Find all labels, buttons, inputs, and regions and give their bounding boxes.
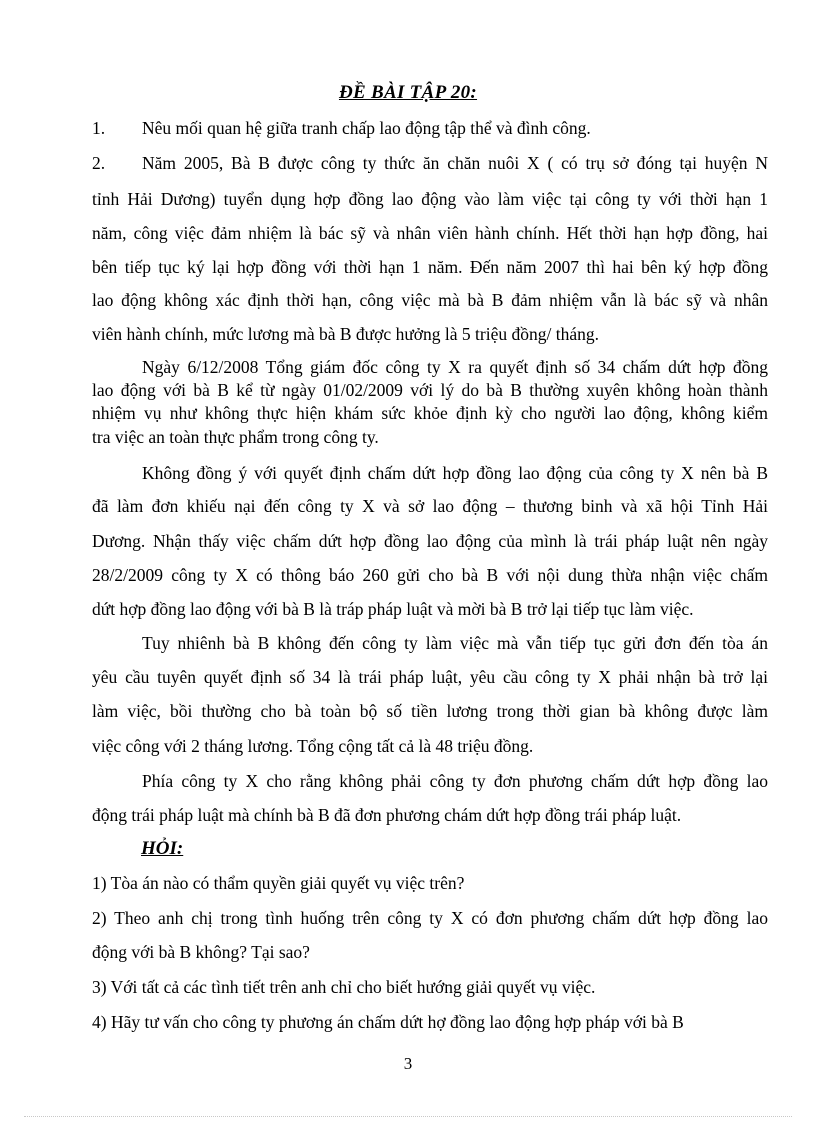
para-3-line-2: đã làm đơn khiếu nại đến công ty X và sở lao động – thương binh và xã hội Tỉnh Hải: [92, 496, 768, 516]
exercise-title: ĐỀ BÀI TẬP 20:: [338, 82, 478, 103]
item-1: [92, 118, 768, 138]
questions-heading: HỎI:: [141, 838, 184, 859]
para-3-line-4: 28/2/2009 công ty X có thông báo 260 gửi cho bà B với nội dung thừa nhận việc chấm: [92, 565, 768, 585]
item-2-line-3: năm, công việc đảm nhiệm là bác sỹ và nhân viên hành chính. Hết thời hạn hợp đồng, hai: [92, 223, 768, 243]
para-3-line-1: Không đồng ý với quyết định chấm dứt hợp đồng lao động của công ty X nên bà B: [142, 463, 768, 483]
para-4-line-1: Tuy nhiênh bà B không đến công ty làm việc mà vẫn tiếp tục gửi đơn đến tòa án: [142, 633, 768, 653]
para-2-line-1: Ngày 6/12/2008 Tổng giám đốc công ty X ra quyết định số 34 chấm dứt hợp đồng: [142, 357, 768, 377]
item-2-line-6: viên hành chính, mức lương mà bà B được hưởng là 5 triệu đồng/ tháng.: [92, 324, 599, 344]
page-bottom-divider: [24, 1116, 792, 1117]
item-1-number: 1.: [92, 118, 106, 138]
para-2-line-3: nhiệm vụ như không thực hiện khám sức khỏe định kỳ cho người lao động, không kiểm: [92, 403, 768, 423]
question-2-line-1: 2) Theo anh chị trong tình huống trên công ty X có đơn phương chấm dứt hợp đồng lao: [92, 908, 768, 928]
para-4-line-4: việc công với 2 tháng lương. Tổng cộng tất cả là 48 triệu đồng.: [92, 736, 534, 756]
question-2-line-2: động với bà B không? Tại sao?: [92, 942, 310, 962]
para-3-line-5: dứt hợp đồng lao động với bà B là tráp pháp luật và mời bà B trở lại tiếp tục làm việc.: [92, 599, 694, 619]
para-3-line-3: Dương. Nhận thấy việc chấm dứt hợp đồng lao động của mình là trái pháp luật nên ngày: [92, 531, 768, 551]
item-2-number: 2.: [92, 153, 106, 173]
para-5-line-2: động trái pháp luật mà chính bà B đã đơn phương chám dứt hợp đồng trái pháp luật.: [92, 805, 682, 825]
para-4-line-2: yêu cầu tuyên quyết định số 34 là trái pháp luật, yêu cầu công ty X phải nhận bà trở lại: [92, 667, 768, 687]
item-2-line-1: 2. Năm 2005, Bà B được công ty thức ăn chăn nuôi X ( có trụ sở đóng tại huyện N: [92, 153, 768, 173]
item-2-line-2: tỉnh Hải Dương) tuyển dụng hợp đồng lao động vào làm việc tại công ty với thời hạn 1: [92, 189, 768, 209]
para-2-line-4: tra việc an toàn thực phẩm trong công ty.: [92, 427, 379, 447]
question-1: 1) Tòa án nào có thẩm quyền giải quyết vụ việc trên?: [92, 873, 465, 893]
question-3: 3) Với tất cả các tình tiết trên anh chỉ cho biết hướng giải quyết vụ việc.: [92, 977, 596, 997]
para-4-line-3: làm việc, bồi thường cho bà toàn bộ số tiền lương trong thời gian bà không được làm: [92, 701, 768, 721]
item-2-line-4: bên tiếp tục ký lại hợp đồng với thời hạn 1 năm. Đến năm 2007 thì hai bên ký hợp đồng: [92, 257, 768, 277]
page-number: 3: [403, 1054, 413, 1073]
para-5-line-1: Phía công ty X cho rằng không phải công ty đơn phương chấm dứt hợp đồng lao: [142, 771, 768, 791]
item-1-text: Nêu mối quan hệ giữa tranh chấp lao động tập thể và đình công.: [142, 118, 591, 138]
question-4: 4) Hãy tư vấn cho công ty phương án chấm dứt hợ đồng lao động hợp pháp với bà B: [92, 1012, 684, 1032]
item-2-line-5: lao động không xác định thời hạn, công việc mà bà B đảm nhiệm vẫn là bác sỹ và nhân: [92, 290, 768, 310]
para-2-line-2: lao động với bà B kể từ ngày 01/02/2009 với lý do bà B thường xuyên không hoàn thành: [92, 380, 768, 400]
